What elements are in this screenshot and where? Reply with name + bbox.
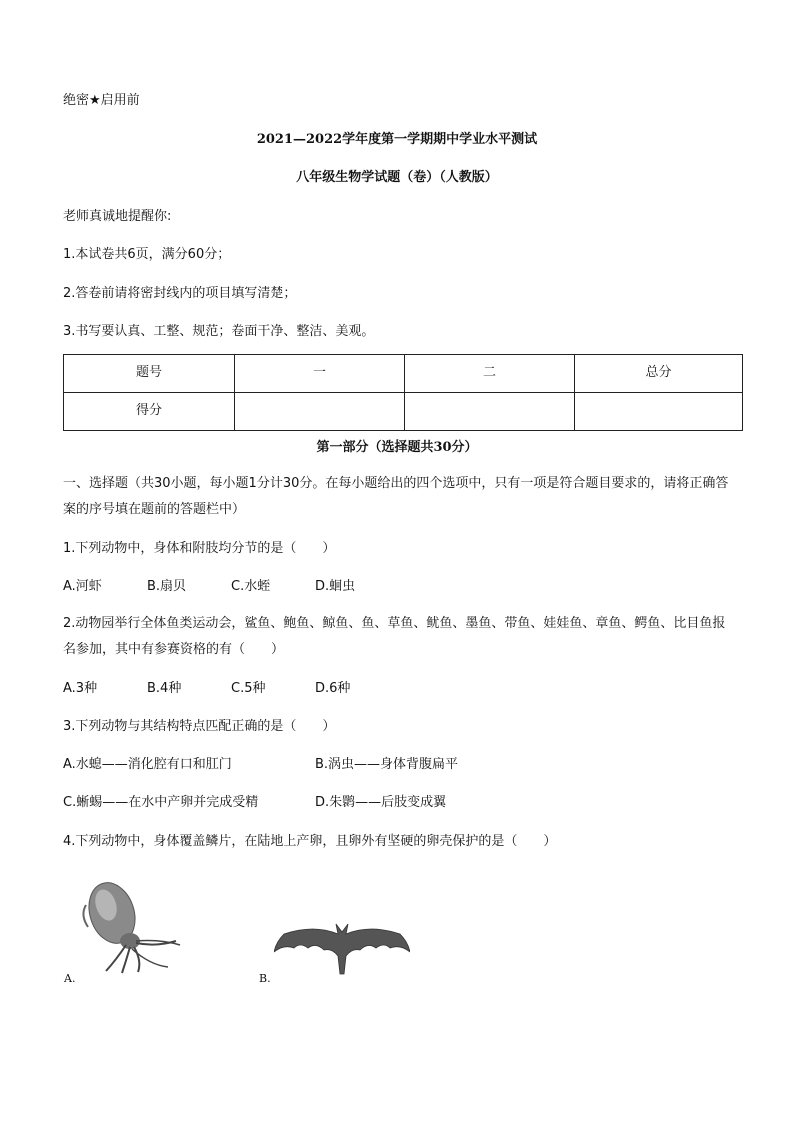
notes-lead: 老师真诚地提醒你:	[63, 209, 172, 224]
q2-option-a: A.3种	[63, 681, 98, 696]
q1-option-c: C.水蛭	[231, 579, 271, 594]
note-item-1: 1.本试卷共6页，满分60分；	[63, 247, 231, 262]
part1-title: 第一部分（选择题共30分）	[316, 440, 478, 455]
q4-option-a-label: A.	[64, 972, 76, 985]
table-cell: 二	[405, 355, 575, 393]
q3-option-d: D.朱鹮——后肢变成翼	[315, 795, 447, 810]
question-3-stem: 3.下列动物与其结构特点匹配正确的是（ ）	[63, 719, 336, 734]
question-2-stem: 2.动物园举行全体鱼类运动会，鲨鱼、鲍鱼、鲸鱼、鱼、草鱼、鱿鱼、墨鱼、带鱼、娃娃鱼、章鱼、鳄鱼、比目鱼报名参加，其中有参赛资格的有（ ）	[63, 616, 726, 657]
table-cell: 题号	[64, 355, 235, 393]
note-item-3: 3.书写要认真、工整、规范；卷面干净、整洁、美观。	[63, 324, 375, 339]
squid-image	[76, 875, 186, 975]
question-1-stem: 1.下列动物中，身体和附肢均分节的是（ ）	[63, 541, 336, 556]
part1-instructions: 一、选择题（共30小题，每小题1分计30分。在每小题给出的四个选项中，只有一项是符合题目要求的，请将正确答案的序号填在题前的答题栏中）	[63, 476, 729, 517]
table-row	[64, 393, 743, 431]
bat-image	[274, 918, 410, 978]
table-row	[64, 355, 743, 393]
question-4-stem: 4.下列动物中，身体覆盖鳞片，在陆地上产卵，且卵外有坚硬的卵壳保护的是（ ）	[63, 834, 557, 849]
table-cell: 一	[235, 355, 405, 393]
exam-subtitle: 八年级生物学试题（卷）（人教版）	[296, 170, 498, 185]
secret-label: 绝密★启用前	[63, 93, 140, 108]
q1-option-a: A.河虾	[63, 579, 102, 594]
q2-option-d: D.6种	[315, 681, 351, 696]
q1-option-d: D.蛔虫	[315, 579, 356, 594]
score-table	[63, 354, 743, 431]
q3-option-b: B.涡虫——身体背腹扁平	[315, 757, 459, 772]
score-cell[interactable]	[405, 393, 575, 431]
exam-title: 2021—2022学年度第一学期期中学业水平测试	[256, 132, 538, 147]
q2-option-c: C.5种	[231, 681, 266, 696]
table-cell: 总分	[575, 355, 743, 393]
q3-option-c: C.蜥蜴——在水中产卵并完成受精	[63, 795, 259, 810]
score-cell[interactable]	[575, 393, 743, 431]
q2-option-b: B.4种	[147, 681, 182, 696]
score-cell[interactable]	[235, 393, 405, 431]
q3-option-a: A.水螅——消化腔有口和肛门	[63, 757, 232, 772]
q4-option-b-label: B.	[259, 972, 271, 985]
q1-option-b: B.扇贝	[147, 579, 187, 594]
table-cell: 得分	[64, 393, 235, 431]
note-item-2: 2.答卷前请将密封线内的项目填写清楚；	[63, 286, 297, 301]
